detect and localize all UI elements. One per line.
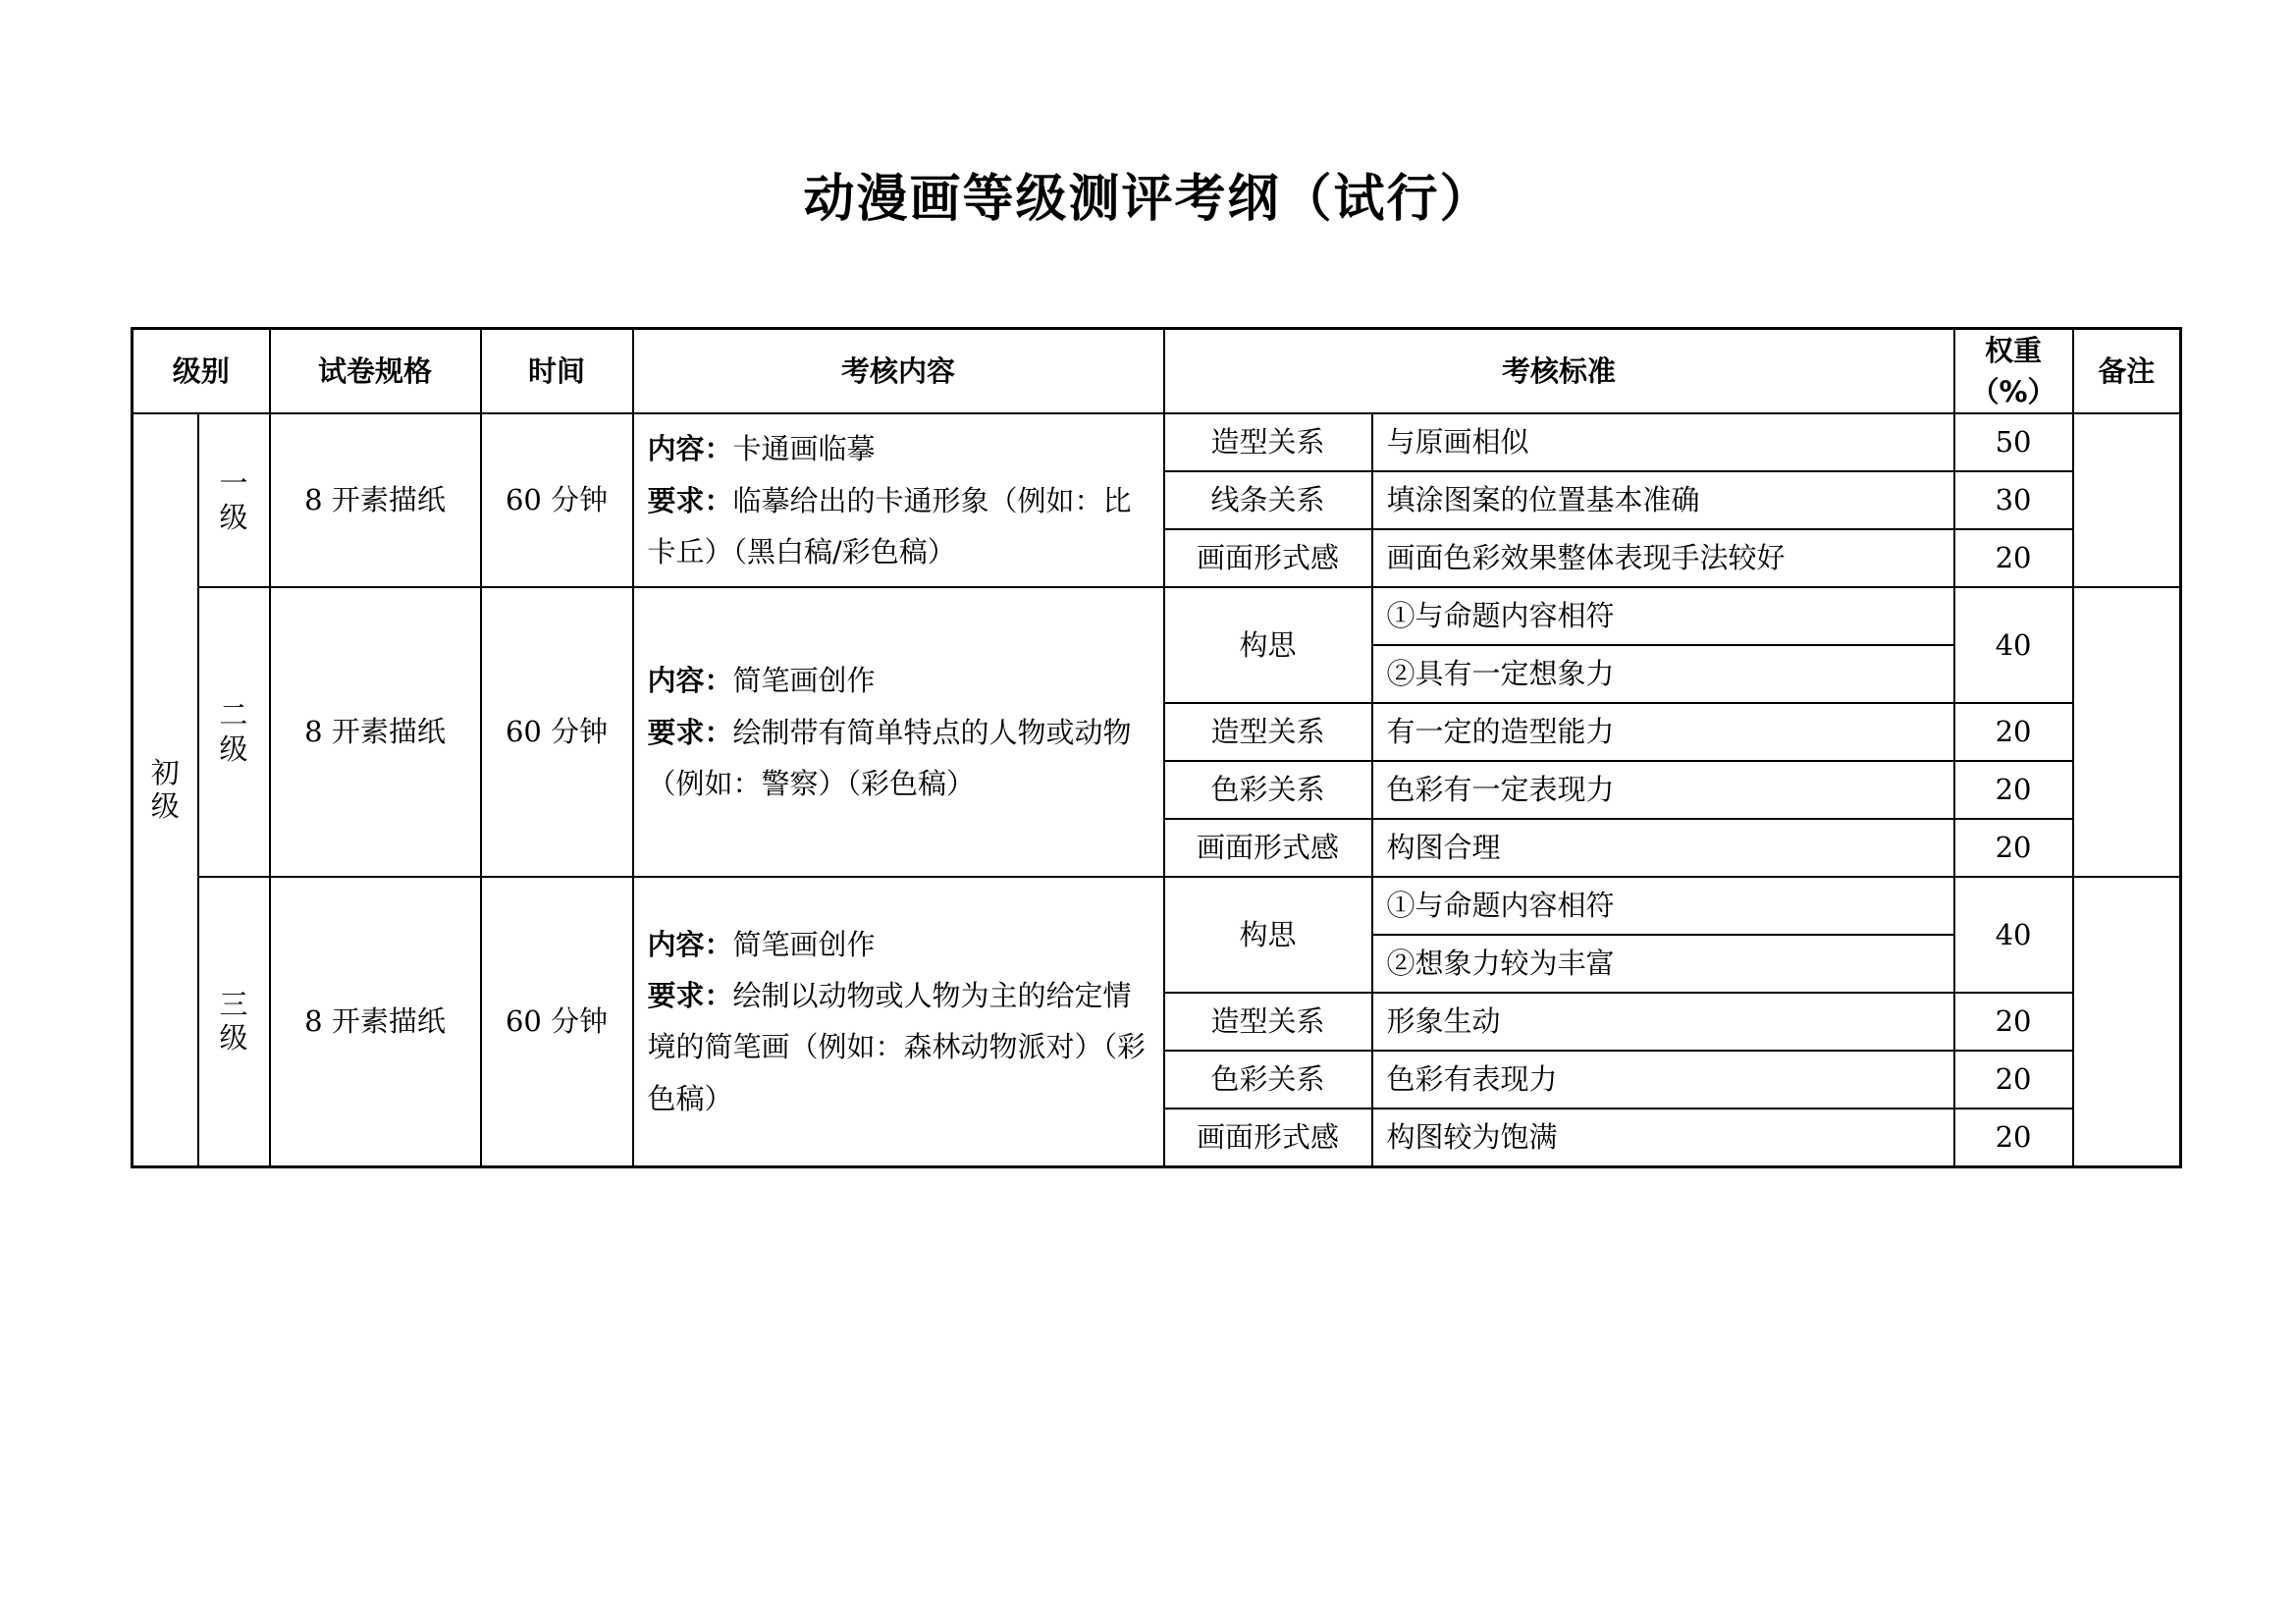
header-standard: 考核标准 bbox=[1164, 329, 1954, 414]
criteria-standard-cell: 填涂图案的位置基本准确 bbox=[1372, 471, 1954, 529]
time-cell: 60 分钟 bbox=[481, 587, 633, 877]
criteria-standard-cell: 色彩有表现力 bbox=[1372, 1051, 1954, 1109]
weight-cell: 50 bbox=[1954, 413, 2073, 471]
grade-level-cell: 三 级 bbox=[198, 877, 270, 1166]
stage-cell: 初 级 bbox=[133, 413, 198, 1166]
criteria-standard-cell: ②具有一定想象力 bbox=[1372, 645, 1954, 703]
requirement-label: 要求： bbox=[647, 715, 733, 749]
requirement-text: 临摹给出的卡通形象（例如：比卡丘）（黑白稿/彩色稿） bbox=[647, 483, 1132, 568]
grade-level-cell: 二 级 bbox=[198, 587, 270, 877]
criteria-standard-cell: 画面色彩效果整体表现手法较好 bbox=[1372, 529, 1954, 587]
content-text: 简笔画创作 bbox=[732, 927, 876, 961]
header-weight-line1: 权重 bbox=[1985, 334, 2043, 367]
weight-cell: 20 bbox=[1954, 819, 2073, 877]
criteria-category-cell: 构思 bbox=[1164, 877, 1372, 993]
grade-level-cell: 一 级 bbox=[198, 413, 270, 587]
criteria-category-cell: 色彩关系 bbox=[1164, 1051, 1372, 1109]
note-cell bbox=[2073, 413, 2181, 587]
paper-spec-cell: 8 开素描纸 bbox=[270, 877, 481, 1166]
header-paper: 试卷规格 bbox=[270, 329, 481, 414]
requirement-text: 绘制带有简单特点的人物或动物（例如：警察）（彩色稿） bbox=[647, 715, 1132, 800]
weight-cell: 30 bbox=[1954, 471, 2073, 529]
content-cell bbox=[633, 413, 1164, 587]
header-time: 时间 bbox=[481, 329, 633, 414]
criteria-category-cell: 造型关系 bbox=[1164, 993, 1372, 1051]
criteria-standard-cell: 色彩有一定表现力 bbox=[1372, 761, 1954, 819]
paper-spec-cell: 8 开素描纸 bbox=[270, 413, 481, 587]
content-cell bbox=[633, 587, 1164, 877]
content-text: 简笔画创作 bbox=[732, 664, 876, 698]
criteria-category-cell: 画面形式感 bbox=[1164, 529, 1372, 587]
criteria-standard-cell: 构图较为饱满 bbox=[1372, 1109, 1954, 1166]
table-header-row bbox=[133, 329, 2181, 414]
weight-cell: 20 bbox=[1954, 761, 2073, 819]
content-label: 内容： bbox=[647, 927, 733, 961]
note-cell bbox=[2073, 877, 2181, 1166]
header-level: 级别 bbox=[133, 329, 270, 414]
criteria-category-cell: 色彩关系 bbox=[1164, 761, 1372, 819]
document-title: 动漫画等级测评考纲（试行） bbox=[803, 169, 1493, 229]
criteria-category-cell: 造型关系 bbox=[1164, 703, 1372, 761]
weight-cell: 40 bbox=[1954, 587, 2073, 703]
header-content: 考核内容 bbox=[633, 329, 1164, 414]
criteria-standard-cell: 有一定的造型能力 bbox=[1372, 703, 1954, 761]
weight-cell: 20 bbox=[1954, 703, 2073, 761]
criteria-category-cell: 线条关系 bbox=[1164, 471, 1372, 529]
exam-outline-table bbox=[131, 327, 2182, 1168]
criteria-category-cell: 画面形式感 bbox=[1164, 819, 1372, 877]
header-weight-line2: （%） bbox=[1970, 375, 2056, 409]
weight-cell: 40 bbox=[1954, 877, 2073, 993]
header-note: 备注 bbox=[2073, 329, 2181, 414]
requirement-label: 要求： bbox=[647, 483, 733, 517]
criteria-category-cell: 造型关系 bbox=[1164, 413, 1372, 471]
content-label: 内容： bbox=[647, 432, 733, 466]
paper-spec-cell: 8 开素描纸 bbox=[270, 587, 481, 877]
criteria-standard-cell: 构图合理 bbox=[1372, 819, 1954, 877]
weight-cell: 20 bbox=[1954, 1109, 2073, 1166]
time-cell: 60 分钟 bbox=[481, 413, 633, 587]
criteria-category-cell: 构思 bbox=[1164, 587, 1372, 703]
note-cell bbox=[2073, 587, 2181, 877]
table-row bbox=[133, 877, 2181, 935]
criteria-standard-cell: 与原画相似 bbox=[1372, 413, 1954, 471]
time-cell: 60 分钟 bbox=[481, 877, 633, 1166]
criteria-standard-cell: ②想象力较为丰富 bbox=[1372, 935, 1954, 993]
table-row bbox=[133, 413, 2181, 471]
weight-cell: 20 bbox=[1954, 1051, 2073, 1109]
weight-cell: 20 bbox=[1954, 529, 2073, 587]
criteria-standard-cell: ①与命题内容相符 bbox=[1372, 877, 1954, 935]
criteria-category-cell: 画面形式感 bbox=[1164, 1109, 1372, 1166]
table-row bbox=[133, 587, 2181, 645]
criteria-standard-cell: ①与命题内容相符 bbox=[1372, 587, 1954, 645]
weight-cell: 20 bbox=[1954, 993, 2073, 1051]
content-text: 卡通画临摹 bbox=[732, 432, 876, 466]
content-cell bbox=[633, 877, 1164, 1166]
table-body bbox=[133, 413, 2181, 1166]
criteria-standard-cell: 形象生动 bbox=[1372, 993, 1954, 1051]
content-label: 内容： bbox=[647, 664, 733, 698]
header-weight bbox=[1954, 329, 2073, 414]
requirement-text: 绘制以动物或人物为主的给定情境的简笔画（例如：森林动物派对）（彩色稿） bbox=[647, 979, 1147, 1115]
requirement-label: 要求： bbox=[647, 979, 733, 1013]
